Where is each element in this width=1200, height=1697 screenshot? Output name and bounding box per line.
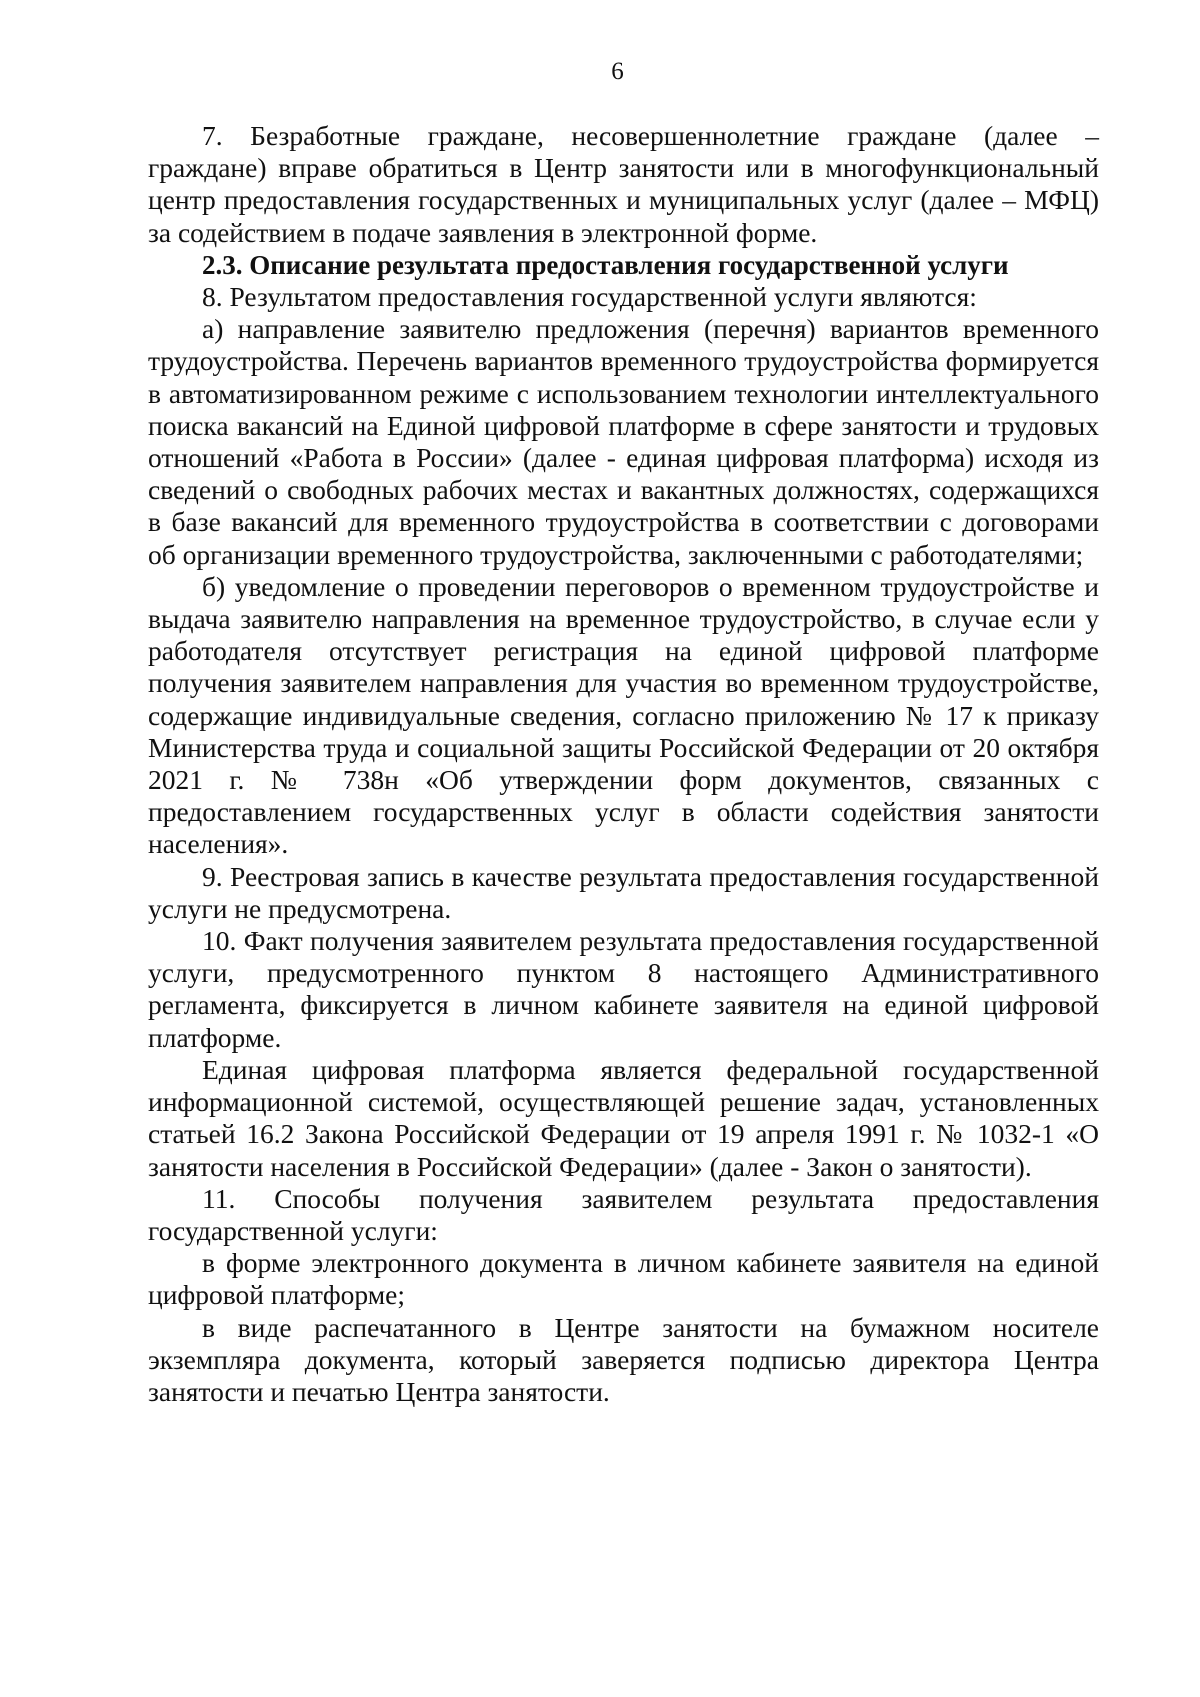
paragraph-platform: Единая цифровая платформа является федеральной государственной информационной системой, осуществляющей решение задач, установленных статьей 16.2 Закона Российской Федерации от 19 апреля 1991 г. № 1032-1 «О занятости населения в Российской Федерации» (далее - Закон о занятости). <box>148 1053 1099 1182</box>
paragraph-11-electronic: в форме электронного документа в личном кабинете заявителя на единой цифровой платформе; <box>148 1247 1099 1311</box>
paragraph-8b: б) уведомление о проведении переговоров о временном трудоустройстве и выдача заявителю направления на временное трудоустройство, в случае если у работодателя отсутствует регистрация на единой цифровой платформе получения заявителем направления для участия во временном трудоустройстве, содержащие индивидуальные сведения, согласно приложению № 17 к приказу Министерства труда и социальной защиты Российской Федерации от 20 октября 2021 г. № 738н «Об утверждении форм документов, связанных с предоставлением государственных услуг в области содействия занятости населения». <box>148 570 1099 860</box>
paragraph-8a: а) направление заявителю предложения (перечня) вариантов временного трудоустройства. Перечень вариантов временного трудоустройства формируется в автоматизированном режиме с использованием технологии интеллектуального поиска вакансий на Единой цифровой платформе в сфере занятости и трудовых отношений «Работа в России» (далее - единая цифровая платформа) исходя из сведений о свободных рабочих местах и вакантных должностях, содержащихся в базе вакансий для временного трудоустройства в соответствии с договорами об организации временного трудоустройства, заключенными с работодателями; <box>148 313 1099 570</box>
paragraph-10: 10. Факт получения заявителем результата предоставления государственной услуги, предусмотренного пунктом 8 настоящего Административного регламента, фиксируется в личном кабинете заявителя на единой цифровой платформе. <box>148 925 1099 1053</box>
page-number: 6 <box>611 58 624 85</box>
document-body <box>148 120 1099 1408</box>
paragraph-9: 9. Реестровая запись в качестве результата предоставления государственной услуги не предусмотрена. <box>148 860 1099 924</box>
paragraph-7: 7. Безработные граждане, несовершеннолетние граждане (далее – граждане) вправе обратиться в Центр занятости или в многофункциональный центр предоставления государственных и муниципальных услуг (далее – МФЦ) за содействием в подаче заявления в электронной форме. <box>148 120 1099 248</box>
paragraph-11: 11. Способы получения заявителем результата предоставления государственной услуги: <box>148 1182 1099 1246</box>
paragraph-8: 8. Результатом предоставления государственной услуги являются: <box>202 281 977 313</box>
section-heading: 2.3. Описание результата предоставления государственной услуги <box>202 249 1009 280</box>
paragraph-11-paper: в виде распечатанного в Центре занятости на бумажном носителе экземпляра документа, который заверяется подписью директора Центра занятости и печатью Центра занятости. <box>148 1311 1099 1407</box>
